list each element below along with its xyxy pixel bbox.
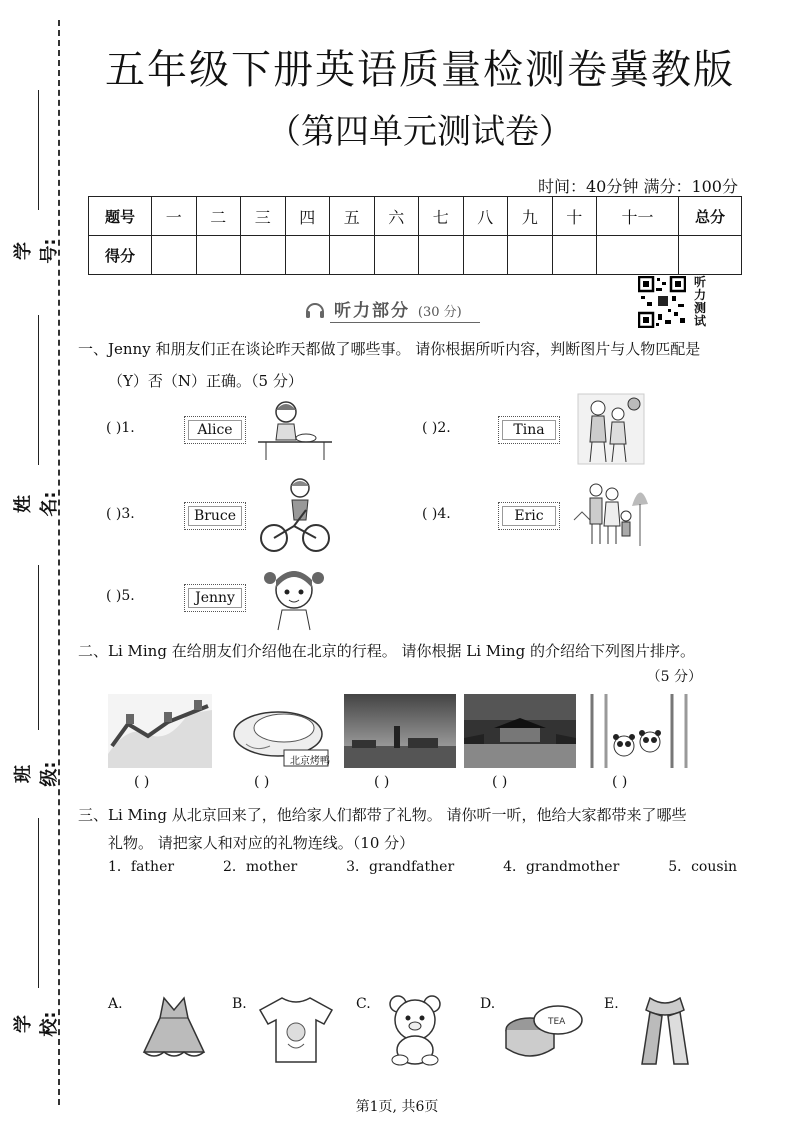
q2-instruction: 二、Li Ming 在给朋友们介绍他在北京的行程。 请你根据 Li Ming 的介绍给下列图片排序。: [78, 642, 695, 660]
q3-line1: 三、Li Ming 从北京回来了，他给家人们都带了礼物。 请你听一听，他给大家都带来了哪些: [78, 806, 687, 824]
q2-order-blank[interactable]: ( ): [374, 774, 390, 790]
score-col: 七: [419, 197, 464, 236]
score-col: 四: [285, 197, 330, 236]
score-cell[interactable]: [679, 236, 742, 275]
score-cell[interactable]: [552, 236, 597, 275]
gift-label-a: A.: [108, 996, 123, 1012]
q1-answer-blank[interactable]: ( )2.: [422, 420, 451, 436]
q2-order-blank[interactable]: ( ): [134, 774, 150, 790]
score-col: 五: [330, 197, 375, 236]
score-col: 九: [508, 197, 553, 236]
family-members-list: [108, 856, 737, 876]
q2-order-blank[interactable]: ( ): [254, 774, 270, 790]
pandas-bamboo-illustration: [584, 694, 696, 768]
score-col: 一: [152, 197, 197, 236]
duck-label: 北京烤鸭: [290, 756, 330, 767]
name-line: [38, 315, 39, 465]
listening-section-points: (30 分): [417, 305, 462, 320]
exam-meta: 时间：40分钟 满分：100分: [538, 177, 738, 196]
page-footer: 第1页, 共6页: [355, 1099, 439, 1115]
great-wall-photo: [108, 694, 212, 768]
school-label: 学校:: [13, 1011, 60, 1037]
q2-points: （5 分）: [646, 669, 702, 685]
tea-label: TEA: [548, 1017, 566, 1027]
q2-order-blank[interactable]: ( ): [612, 774, 628, 790]
score-table-header-row: [89, 197, 742, 236]
section-underline: [330, 322, 480, 323]
score-col: 六: [374, 197, 419, 236]
q1-line1: 一、Jenny 和朋友们正在谈论昨天都做了哪些事。 请你根据所听内容，判断图片与人物匹配是: [78, 340, 701, 358]
teddy-bear-icon[interactable]: [382, 994, 452, 1066]
member-cousin[interactable]: 5．cousin: [668, 859, 738, 875]
forbidden-city-photo: [464, 694, 576, 768]
member-father[interactable]: 1．father: [108, 859, 175, 875]
family-ball-illustration: [576, 392, 646, 466]
score-col: 二: [196, 197, 241, 236]
listening-section-title: [334, 296, 462, 321]
q1-answer-blank[interactable]: ( )1.: [106, 420, 135, 436]
headphones-icon: [304, 298, 326, 320]
boy-cycling-illustration: [258, 476, 332, 554]
score-cell[interactable]: [196, 236, 241, 275]
gift-label-d: D.: [480, 996, 496, 1012]
name-tag-alice: Alice: [184, 416, 246, 444]
score-table: [88, 196, 742, 275]
score-cell[interactable]: [152, 236, 197, 275]
gift-label-e: E.: [604, 996, 619, 1012]
score-cell[interactable]: [285, 236, 330, 275]
score-col-total: 总分: [679, 197, 742, 236]
page-subtitle: （第四单元测试卷）: [267, 112, 573, 152]
dress-icon[interactable]: [134, 994, 214, 1066]
member-grandmother[interactable]: 4．grandmother: [503, 859, 620, 875]
score-table-row-label: 题号: [89, 197, 152, 236]
tshirt-icon[interactable]: [256, 994, 336, 1066]
q2-order-blank[interactable]: ( ): [492, 774, 508, 790]
score-cell[interactable]: [463, 236, 508, 275]
score-cell[interactable]: [330, 236, 375, 275]
class-line: [38, 565, 39, 730]
member-grandfather[interactable]: 3．grandfather: [346, 859, 455, 875]
name-label: 姓名:: [13, 491, 60, 517]
student-id-line: [38, 90, 39, 210]
school-line: [38, 818, 39, 988]
q1-line2: （Y）否（N）正确。（5 分）: [108, 372, 303, 390]
q3-instruction: [78, 802, 738, 856]
listening-section-label: 听力部分: [334, 301, 410, 321]
score-col: 三: [241, 197, 286, 236]
member-mother[interactable]: 2．mother: [222, 859, 298, 875]
family-walking-illustration: [572, 476, 650, 550]
q1-answer-blank[interactable]: ( )5.: [106, 588, 135, 604]
student-id-label: 学号:: [13, 238, 60, 264]
scarf-icon[interactable]: [632, 994, 698, 1068]
name-tag-tina: Tina: [498, 416, 560, 444]
name-tag-bruce: Bruce: [184, 502, 246, 530]
q3-line2: 礼物。 请把家人和对应的礼物连线。（10 分）: [108, 834, 415, 852]
q1-instruction: [78, 336, 738, 394]
score-table-row-label: 得分: [89, 236, 152, 275]
score-table-score-row: [89, 236, 742, 275]
score-cell[interactable]: [241, 236, 286, 275]
score-cell[interactable]: [597, 236, 679, 275]
girl-cooking-illustration: [256, 398, 334, 462]
gift-label-c: C.: [356, 996, 371, 1012]
qr-caption: 听力测试: [694, 275, 707, 328]
score-cell[interactable]: [419, 236, 464, 275]
gift-label-b: B.: [232, 996, 247, 1012]
name-tag-jenny: Jenny: [184, 584, 246, 612]
q1-answer-blank[interactable]: ( )3.: [106, 506, 135, 522]
qr-code-icon: [638, 276, 686, 328]
class-label: 班级:: [13, 761, 60, 787]
page-title: 五年级下册英语质量检测卷冀教版: [105, 47, 735, 93]
score-col: 八: [463, 197, 508, 236]
q1-answer-blank[interactable]: ( )4.: [422, 506, 451, 522]
score-col: 十一: [597, 197, 679, 236]
tea-tin-icon[interactable]: [502, 994, 584, 1066]
score-cell[interactable]: [374, 236, 419, 275]
girl-portrait-illustration: [258, 564, 330, 632]
name-tag-eric: Eric: [498, 502, 560, 530]
binding-dashed-line: [58, 20, 60, 1105]
tiananmen-square-photo: [344, 694, 456, 768]
score-cell[interactable]: [508, 236, 553, 275]
score-col: 十: [552, 197, 597, 236]
